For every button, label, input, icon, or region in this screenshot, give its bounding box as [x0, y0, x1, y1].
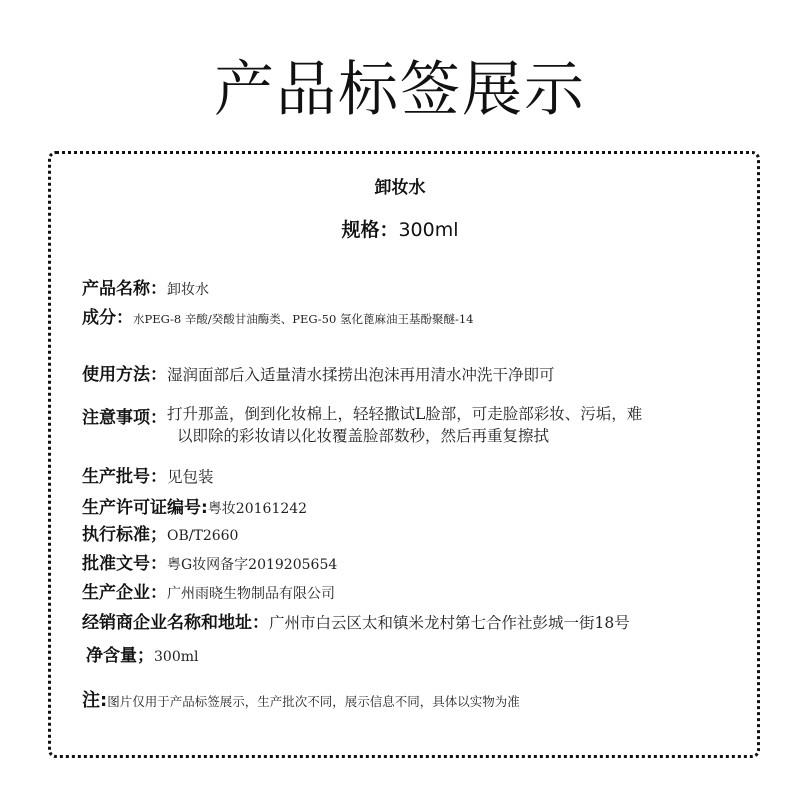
field-value: 粤G妆网备字2019205654 — [167, 557, 338, 573]
field-net-content — [86, 641, 198, 666]
field-approval — [82, 549, 337, 574]
field-value — [167, 403, 707, 447]
field-license — [82, 493, 307, 518]
field-label: 净含量； — [86, 646, 154, 666]
note-label: 注: — [82, 690, 108, 711]
spec-value: 300ml — [398, 219, 459, 241]
field-value: 广州雨晓生物制品有限公司 — [167, 586, 335, 602]
spec-line — [0, 216, 800, 244]
field-value: 湿润面部后入适量清水揉捞出泡沫再用清水冲洗干净即可 — [167, 366, 555, 384]
field-label: 生产企业： — [82, 583, 167, 603]
field-label: 生产许可证编号: — [82, 498, 208, 518]
field-batch — [82, 462, 214, 487]
field-standard — [82, 520, 238, 545]
field-usage — [82, 360, 555, 385]
field-label: 生产批号： — [82, 467, 167, 487]
note-text: 图片仅用于产品标签展示，生产批次不同，展示信息不同，具体以实物为准 — [107, 694, 520, 709]
field-distributor — [82, 608, 630, 633]
field-label: 经销商企业名称和地址： — [82, 613, 269, 633]
field-value: OB/T2660 — [167, 528, 239, 544]
field-manufacturer — [82, 578, 335, 603]
field-label: 产品名称： — [82, 279, 167, 299]
field-value: 卸妆水 — [167, 282, 209, 298]
field-label: 注意事项： — [82, 408, 167, 428]
field-value: 广州市白云区太和镇米龙村第七合作社彭城一街18号 — [269, 614, 630, 632]
field-cautions — [82, 403, 707, 447]
field-ingredients — [82, 303, 474, 328]
field-label: 成分： — [82, 308, 133, 328]
field-label: 执行标准； — [82, 525, 167, 545]
spec-label: 规格： — [341, 219, 399, 241]
field-value: 粤妆20161242 — [207, 501, 308, 517]
field-label: 批准文号： — [82, 554, 167, 574]
page-title: 产品标签展示 — [214, 55, 586, 125]
field-value: 见包装 — [167, 468, 214, 486]
cautions-line-2: 以即除的彩妆请以化妆覆盖脸部数秒，然后再重复擦拭 — [177, 427, 550, 445]
product-name-heading: 卸妆水 — [374, 178, 426, 198]
field-label: 使用方法： — [82, 365, 167, 385]
cautions-line-1: 打升那盖，倒到化妆棉上，轻轻撒试L脸部，可走脸部彩妆、污垢，难 — [167, 405, 643, 423]
disclaimer-note — [82, 686, 520, 712]
field-value: 水PEG-8 辛酸/癸酸甘油酶类、PEG-50 氢化蓖麻油王基酚聚醚-14 — [133, 312, 474, 326]
field-product-name — [82, 274, 209, 299]
field-value: 300ml — [154, 649, 199, 665]
